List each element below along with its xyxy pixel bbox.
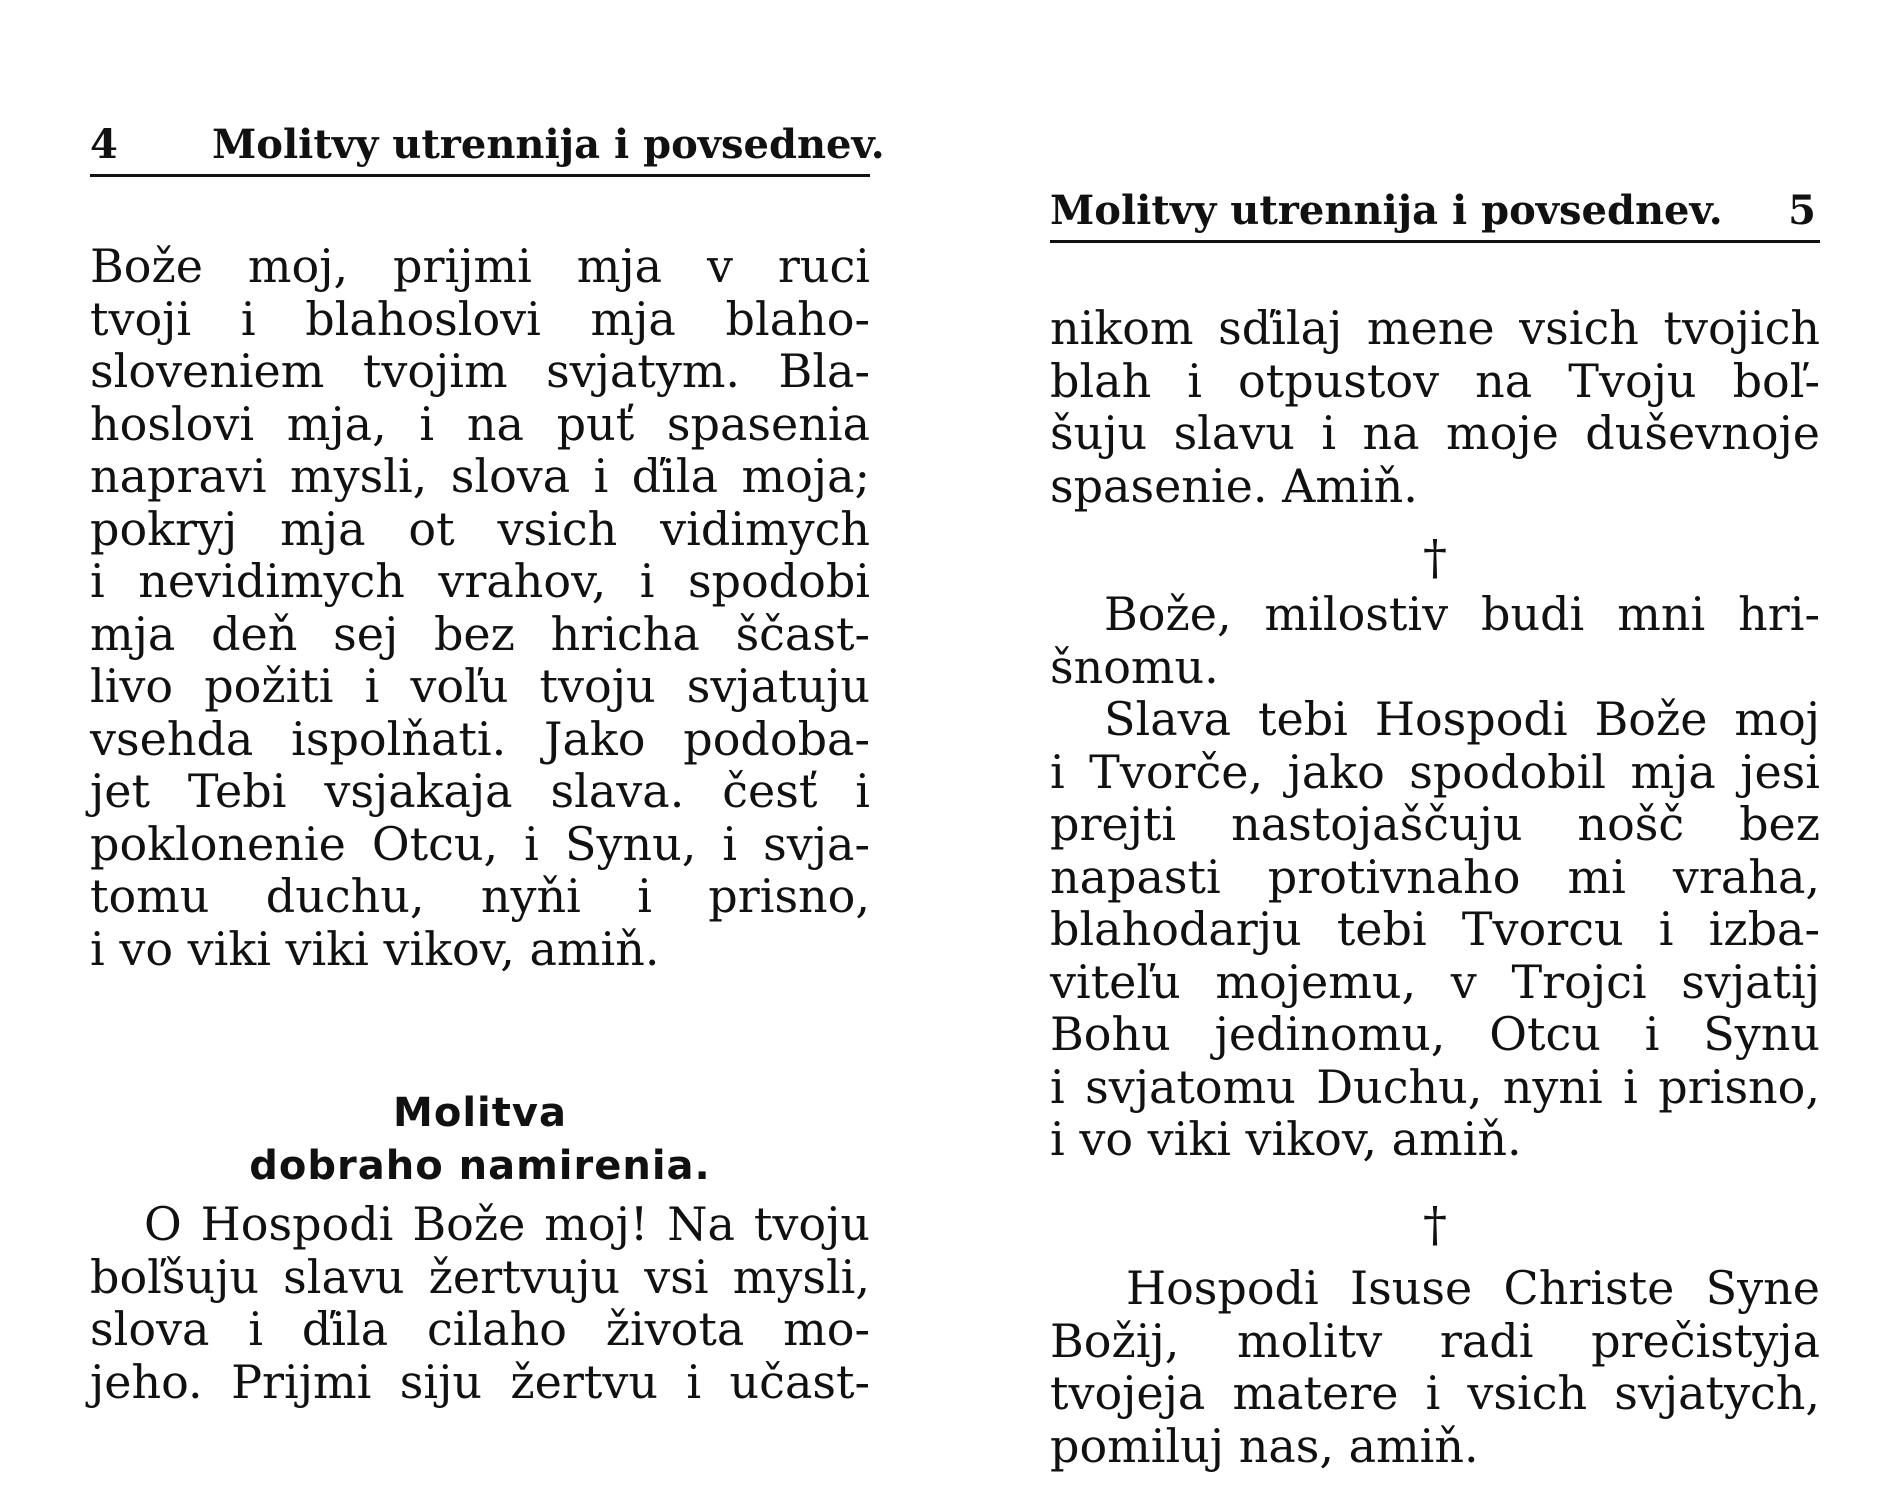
continuation-text <box>1050 302 1820 512</box>
page-number-right: 5 <box>1788 187 1816 234</box>
cross-ornament: † <box>1423 530 1447 586</box>
text-line: prejti nastojaščuju nošč bez <box>1050 797 1820 851</box>
prayer-2 <box>90 1198 870 1408</box>
left-page <box>90 0 885 1500</box>
heading-line: dobraho namirenia. <box>249 1142 711 1189</box>
text-line: pokryj mja ot vsich vidimych <box>90 501 870 556</box>
text-line: mja deň sej bez hricha ščast- <box>90 606 870 661</box>
text-line: nikom sďilaj mene vsich tvojich <box>1050 301 1820 355</box>
prayer-5 <box>1050 1262 1820 1472</box>
right-page <box>1050 0 1820 1500</box>
text-line: i Tvorče, jako spodobil mja jesi <box>1050 744 1820 799</box>
text-line: sloveniem tvojim svjatym. Bla- <box>90 344 870 398</box>
text-line: Božij, molitv radi prečistyja <box>1050 1313 1820 1368</box>
text-line: i svjatomu Duchu, nyni i prisno, <box>1050 1059 1820 1114</box>
text-line: napasti protivnaho mi vraha, <box>1050 849 1820 904</box>
text-line: jeho. Prijmi siju žertvu i učast- <box>90 1354 870 1409</box>
text-line: poklonenie Otcu, i Synu, i svja- <box>90 816 870 871</box>
text-line: vsehda ispolňati. Jako podoba- <box>90 711 870 766</box>
text-line: blah i otpustov na Tvoju boľ- <box>1050 353 1820 408</box>
prayer-1 <box>90 240 870 975</box>
section-heading <box>90 1088 870 1193</box>
running-head-right: Molitvy utrennija i povsednev. <box>1050 187 1723 234</box>
text-line: Bože, milostiv budi mni hri- <box>1104 587 1820 641</box>
text-line: šuju slavu i na moje duševnoje <box>1050 406 1820 460</box>
text-line: hoslovi mja, i na puť spasenia <box>90 396 870 451</box>
text-line: Bože moj, prijmi mja v ruci <box>90 239 870 293</box>
text-line: boľšuju slavu žertvuju vsi mysli, <box>90 1249 870 1304</box>
text-line: i nevidimych vrahov, i spodobi <box>90 554 870 608</box>
running-header-left <box>90 118 885 177</box>
running-head-left: Molitvy utrennija i povsednev. <box>212 121 885 168</box>
text-line: blahodarju tebi Tvorcu i izba- <box>1050 902 1820 956</box>
cross-ornament: † <box>1423 1197 1447 1253</box>
text-line: Slava tebi Hospodi Bože moj <box>1104 692 1820 746</box>
text-line: spasenie. Amiň. <box>1050 458 1418 513</box>
text-line: i vo viki vikov, amiň. <box>1050 1112 1522 1166</box>
prayer-4 <box>1050 693 1820 1166</box>
running-header-right <box>1050 184 1820 243</box>
text-line: tomu duchu, nyňi i prisno, <box>90 869 870 923</box>
text-line: tvoji i blahoslovi mja blaho- <box>90 291 870 346</box>
text-line: livo požiti i voľu tvoju svjatuju <box>90 659 870 713</box>
text-line: O Hospodi Bože moj! Na tvoju <box>144 1197 870 1251</box>
text-line: jet Tebi vsjakaja slava. česť i <box>90 764 870 818</box>
text-line: Hospodi Isuse Christe Syne <box>1126 1261 1820 1315</box>
prayer-3 <box>1050 588 1820 693</box>
text-line: tvojeja matere i vsich svjatych, <box>1050 1366 1820 1420</box>
page-number-left: 4 <box>90 121 118 168</box>
text-line: i vo viki viki vikov, amiň. <box>90 921 660 976</box>
heading-line: Molitva <box>393 1090 567 1136</box>
text-line: Bohu jedinomu, Otcu i Synu <box>1050 1007 1820 1061</box>
text-line: šnomu. <box>1050 639 1219 694</box>
text-line: napravi mysli, slova i ďila moja; <box>90 449 870 503</box>
text-line: slova i ďila cilaho života mo- <box>90 1302 870 1356</box>
text-line: viteľu mojemu, v Trojci svjatij <box>1050 954 1820 1009</box>
text-line: pomiluj nas, amiň. <box>1050 1418 1479 1473</box>
